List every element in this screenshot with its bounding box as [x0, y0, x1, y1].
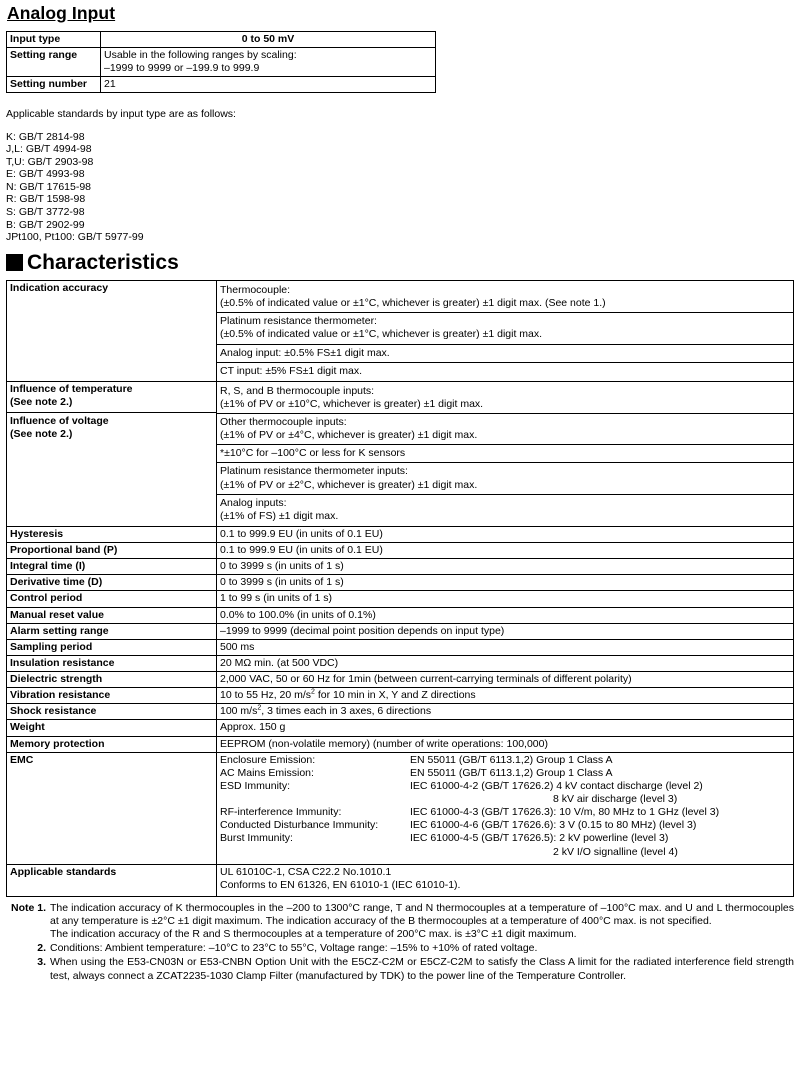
value-block [220, 383, 790, 413]
value-text: 10 to 55 Hz, 20 m/s [220, 689, 312, 702]
notes [6, 902, 794, 983]
key-line: (See note 2.) [10, 395, 73, 408]
emc-label [220, 793, 410, 806]
row-key: Weight [7, 720, 217, 736]
key-line: Influence of temperature [10, 382, 133, 395]
row-key: Manual reset value [7, 607, 217, 623]
analog-input-heading: Analog Input [7, 3, 116, 23]
list-item: E: GB/T 4993-98 [6, 168, 85, 181]
emc-label: ESD Immunity: [220, 779, 291, 792]
row-key [7, 381, 217, 526]
row-value [217, 704, 794, 720]
value-line: (±1% of PV or ±4°C, whichever is greater) ±1 digit max. [220, 429, 478, 442]
table-row [7, 559, 794, 575]
note-label: 3. [37, 956, 46, 969]
list-item: N: GB/T 17615-98 [6, 180, 92, 193]
list-item: T,U: GB/T 2903-98 [6, 155, 94, 168]
row-key: Shock resistance [7, 704, 217, 720]
row-key: Indication accuracy [7, 281, 217, 382]
table-row [7, 48, 436, 77]
note-line: When using the E53-CN03N or E53-CNBN Option Unit with the E5CZ-C2M or E5CZ-C2M to satisfy the Class A limit for the radiated interference field strength test, always connect a ZCAT2235-1030 Clamp Filter (manufactured by TDK) to the power line of the Temperature Controller. [50, 956, 794, 982]
table-row [7, 543, 794, 559]
emc-value: EN 55011 (GB/T 6113.1,2) Group 1 Class A [410, 753, 613, 766]
note-2 [6, 942, 794, 955]
list-item: S: GB/T 3772-98 [6, 206, 85, 219]
value-block [217, 494, 793, 525]
row-key: Setting number [7, 77, 101, 93]
note-text [50, 956, 794, 982]
note-label: 2. [37, 942, 46, 955]
superscript: 2 [311, 688, 315, 696]
value-text: , 3 times each in 3 axes, 6 directions [261, 705, 432, 718]
emc-grid [220, 754, 790, 859]
row-value: –1999 to 9999 (decimal point position depends on input type) [217, 623, 794, 639]
table-row [7, 607, 794, 623]
row-key: EMC [7, 752, 217, 864]
list-item: B: GB/T 2902-99 [6, 218, 85, 231]
value-line: –1999 to 9999 or –199.9 to 999.9 [104, 62, 260, 75]
list-item: J,L: GB/T 4994-98 [6, 143, 92, 156]
note-text [50, 942, 794, 955]
standards-intro: Applicable standards by input type are as follows: [6, 108, 236, 121]
value-line: Platinum resistance thermometer: [220, 315, 377, 328]
row-value: 2,000 VAC, 50 or 60 Hz for 1min (between current-carrying terminals of different polarity) [217, 672, 794, 688]
value-line: (±0.5% of indicated value or ±1°C, whichever is greater) ±1 digit max. [220, 328, 543, 341]
emc-value: 8 kV air discharge (level 3) [410, 793, 678, 806]
row-key: Input type [7, 31, 101, 47]
emc-value: EN 55011 (GB/T 6113.1,2) Group 1 Class A [410, 766, 613, 779]
value-line: Platinum resistance thermometer inputs: [220, 465, 408, 478]
table-row [7, 736, 794, 752]
row-key: Memory protection [7, 736, 217, 752]
row-value [217, 381, 794, 526]
note-line: Conditions: Ambient temperature: –10°C to 23°C to 55°C, Voltage range: –15% to +10% of rated voltage. [50, 942, 538, 955]
row-key: Applicable standards [7, 864, 217, 896]
table-row [7, 31, 436, 47]
key-line: (See note 2.) [10, 428, 73, 441]
characteristics-heading [6, 250, 794, 276]
table-row [7, 575, 794, 591]
table-row [7, 623, 794, 639]
standards-list [6, 131, 794, 244]
emc-value: IEC 61000-4-3 (GB/T 17626.3): 10 V/m, 80 MHz to 1 GHz (level 3) [410, 806, 720, 819]
value-line: UL 61010C-1, CSA C22.2 No.1010.1 [220, 865, 392, 878]
emc-label: Burst Immunity: [220, 832, 293, 845]
row-value: 0 to 3999 s (in units of 1 s) [217, 575, 794, 591]
row-key: Integral time (I) [7, 559, 217, 575]
row-value: 0.1 to 999.9 EU (in units of 0.1 EU) [217, 543, 794, 559]
value-line: (±1% of FS) ±1 digit max. [220, 509, 339, 522]
note-label: Note 1. [10, 901, 46, 914]
emc-value: IEC 61000-4-6 (GB/T 17626.6): 3 V (0.15 to 80 MHz) (level 3) [410, 819, 697, 832]
value-line: (±1% of PV or ±2°C, whichever is greater) ±1 digit max. [220, 478, 478, 491]
key-line: Influence of voltage [10, 415, 109, 428]
row-key: Hysteresis [7, 526, 217, 542]
table-row [7, 752, 794, 864]
emc-label: RF-interference Immunity: [220, 806, 342, 819]
value-block [217, 344, 793, 362]
table-row [7, 655, 794, 671]
row-value: Approx. 150 g [217, 720, 794, 736]
row-value: 0 to 3999 s (in units of 1 s) [217, 559, 794, 575]
table-row [7, 639, 794, 655]
square-bullet-icon [6, 254, 23, 271]
value-block [217, 462, 793, 493]
analog-input-table [6, 31, 436, 94]
table-row [7, 672, 794, 688]
note-line: The indication accuracy of the R and S thermocouples at a temperature of 200°C max. is ±3°C ±1 digit maximum. [50, 928, 577, 941]
note-line: The indication accuracy of K thermocouples in the –200 to 1300°C range, T and N thermocouples at a temperature of –100°C max. and U and L thermocouples at any temperature is ±2°C ±1 digit maximum. The indication accuracy of the B thermocouples at a temperature of 400°C max. is not specified. [50, 901, 794, 928]
table-row [7, 688, 794, 704]
emc-value: IEC 61000-4-2 (GB/T 17626.2) 4 kV contact discharge (level 2) [410, 779, 703, 792]
value-line: Usable in the following ranges by scaling: [104, 49, 297, 61]
row-value: EEPROM (non-volatile memory) (number of write operations: 100,000) [217, 736, 794, 752]
value-text: for 10 min in X, Y and Z directions [314, 689, 476, 702]
table-row [7, 381, 794, 526]
value-line: Analog inputs: [220, 496, 287, 509]
emc-label [220, 846, 410, 859]
row-value: 0.1 to 999.9 EU (in units of 0.1 EU) [217, 526, 794, 542]
row-value: 21 [101, 77, 436, 93]
value-line: (±1% of PV or ±10°C, whichever is greater) ±1 digit max. [220, 397, 484, 410]
value-text: 100 m/s [220, 705, 258, 718]
row-key: Setting range [7, 48, 101, 77]
row-key: Derivative time (D) [7, 575, 217, 591]
value-line: (±0.5% of indicated value or ±1°C, whichever is greater) ±1 digit max. (See note 1.) [220, 297, 606, 310]
note-text [50, 902, 794, 941]
superscript: 2 [257, 704, 262, 712]
table-row [7, 526, 794, 542]
value-line: CT input: ±5% FS±1 digit max. [220, 364, 363, 377]
row-value: 500 ms [217, 639, 794, 655]
value-line: Analog input: ±0.5% FS±1 digit max. [220, 346, 390, 359]
row-value: 20 MΩ min. (at 500 VDC) [217, 655, 794, 671]
table-row [7, 864, 794, 896]
note-1 [6, 902, 794, 941]
row-value [217, 864, 794, 896]
value-block [217, 444, 793, 462]
row-value [217, 688, 794, 704]
list-item: R: GB/T 1598-98 [6, 193, 86, 206]
emc-value: 2 kV I/O signalline (level 4) [410, 845, 678, 858]
row-key: Sampling period [7, 639, 217, 655]
list-item: JPt100, Pt100: GB/T 5977-99 [6, 231, 144, 244]
value-block [217, 413, 793, 444]
emc-label: Conducted Disturbance Immunity: [220, 819, 379, 832]
row-key: Dielectric strength [7, 672, 217, 688]
row-value: 0.0% to 100.0% (in units of 0.1%) [217, 607, 794, 623]
row-key: Vibration resistance [7, 688, 217, 704]
list-item: K: GB/T 2814-98 [6, 130, 85, 143]
value-line: Thermocouple: [220, 284, 291, 297]
characteristics-table [6, 280, 794, 897]
value-line: Other thermocouple inputs: [220, 416, 347, 429]
value-block [220, 282, 790, 312]
emc-label: AC Mains Emission: [220, 766, 314, 779]
value-line: *±10°C for –100°C or less for K sensors [220, 447, 406, 460]
row-key: Insulation resistance [7, 655, 217, 671]
row-value: 0 to 50 mV [101, 31, 436, 47]
row-key: Proportional band (P) [7, 543, 217, 559]
note-3 [6, 956, 794, 982]
value-line: Conforms to EN 61326, EN 61010-1 (IEC 61010-1). [220, 878, 461, 891]
value-block [217, 312, 793, 343]
value-block [217, 362, 793, 380]
value-line: R, S, and B thermocouple inputs: [220, 384, 375, 397]
table-row [7, 281, 794, 382]
row-value: 1 to 99 s (in units of 1 s) [217, 591, 794, 607]
emc-value: IEC 61000-4-5 (GB/T 17626.5): 2 kV powerline (level 3) [410, 832, 669, 845]
emc-label: Enclosure Emission: [220, 753, 316, 766]
row-key: Alarm setting range [7, 623, 217, 639]
row-value [101, 48, 436, 77]
table-row [7, 704, 794, 720]
characteristics-title: Characteristics [27, 250, 179, 274]
page [6, 0, 794, 984]
row-value [217, 752, 794, 864]
table-row [7, 77, 436, 93]
row-value [217, 281, 794, 382]
table-row [7, 591, 794, 607]
row-key: Control period [7, 591, 217, 607]
table-row [7, 720, 794, 736]
